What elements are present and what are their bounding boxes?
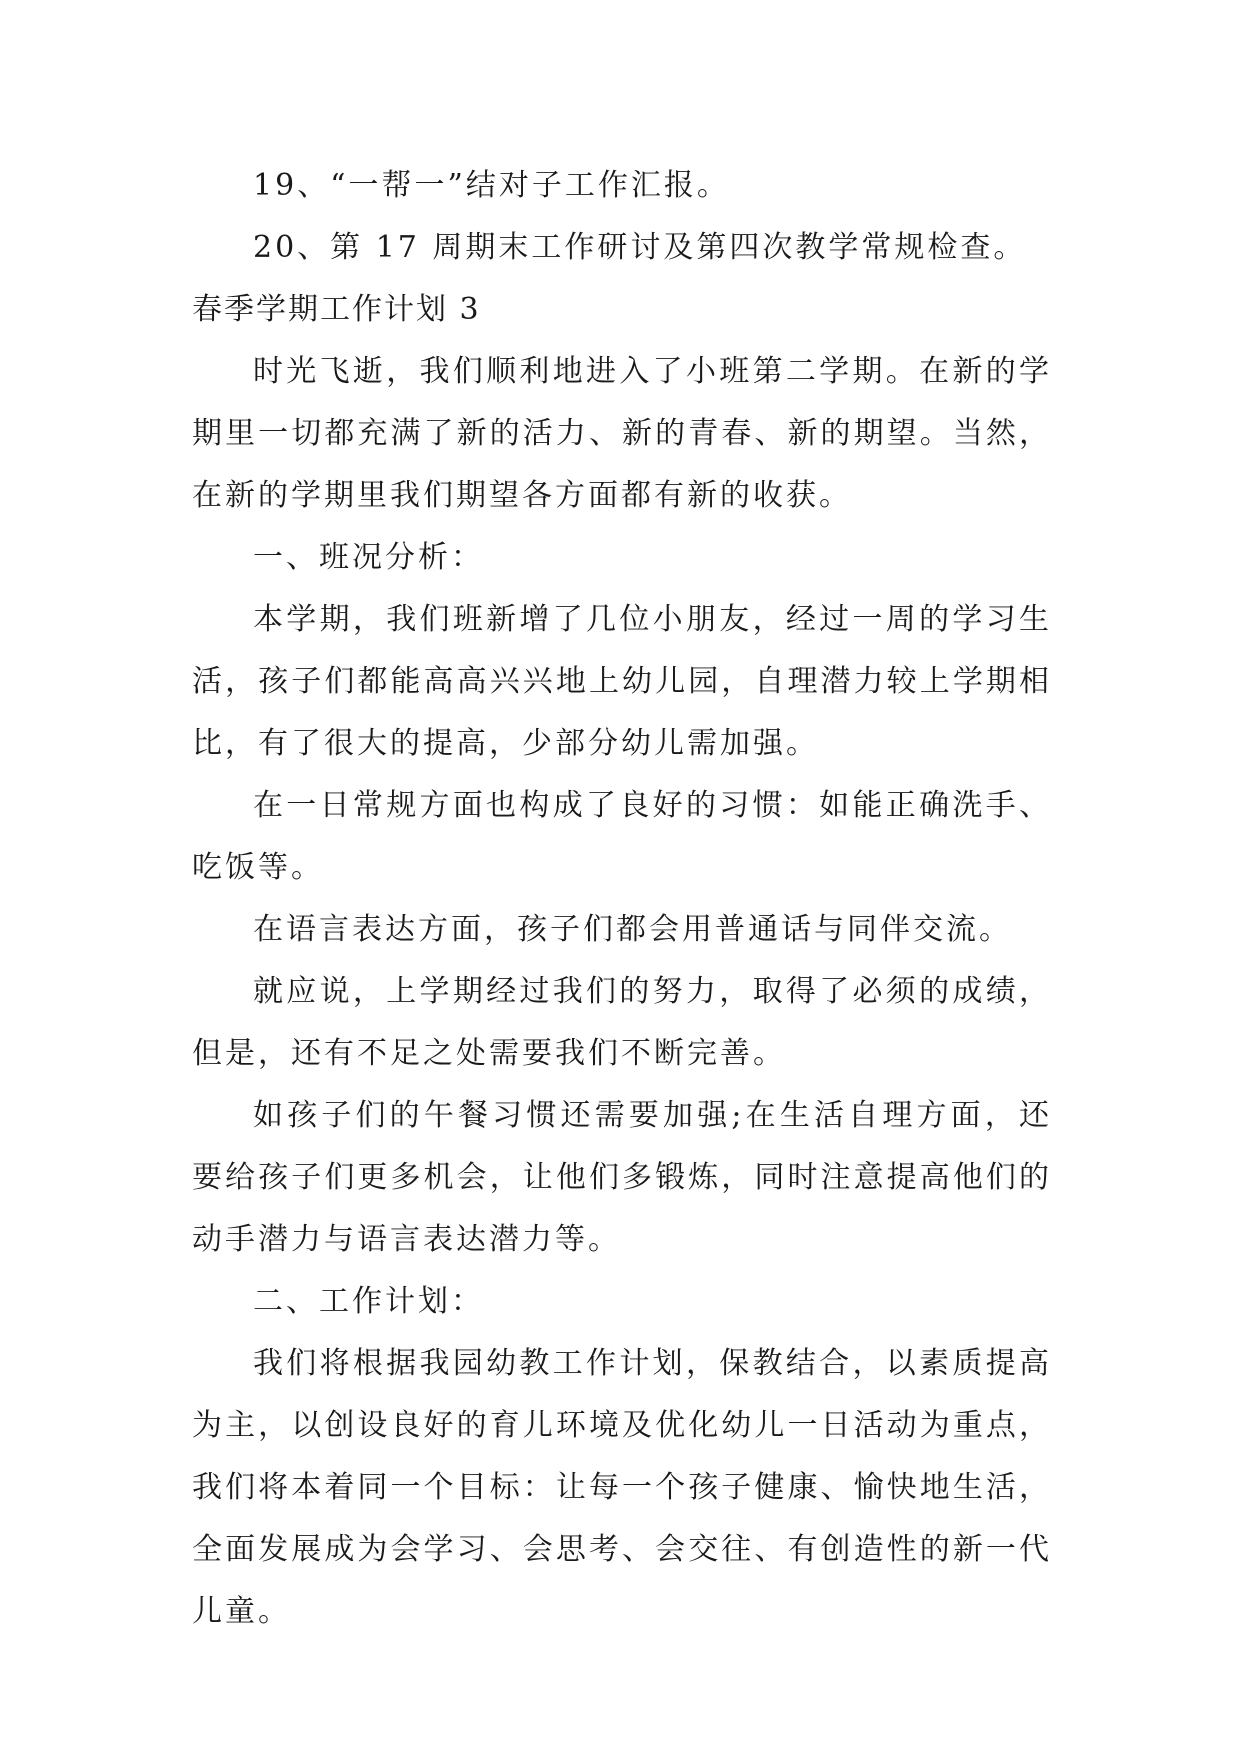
class-analysis-paragraph: 本学期，我们班新增了几位小朋友，经过一周的学习生活，孩子们都能高高兴兴地上幼儿园，自理潜力较上学期相比，有了很大的提高，少部分幼儿需加强。	[192, 602, 1052, 761]
improvement-paragraph: 如孩子们的午餐习惯还需要加强;在生活自理方面，还要给孩子们更多机会，让他们多锻炼，同时注意提高他们的动手潜力与语言表达潜力等。	[192, 1098, 1052, 1257]
list-item-19: 19、“一帮一”结对子工作汇报。	[253, 168, 730, 203]
work-plan-paragraph: 我们将根据我园幼教工作计划，保教结合，以素质提高为主，以创设良好的育儿环境及优化幼儿一日活动为重点，我们将本着同一个目标：让每一个孩子健康、愉快地生活，全面发展成为会学习、会思考、会交往、有创造性的新一代儿童。	[192, 1346, 1052, 1629]
intro-paragraph: 时光飞逝，我们顺利地进入了小班第二学期。在新的学期里一切都充满了新的活力、新的青春、新的期望。当然，在新的学期里我们期望各方面都有新的收获。	[192, 354, 1052, 513]
heading-work-plan: 二、工作计划：	[253, 1284, 484, 1319]
heading-class-analysis: 一、班况分析：	[253, 540, 484, 575]
list-item-20: 20、第 17 周期末工作研讨及第四次教学常规检查。	[253, 230, 1027, 265]
routine-paragraph: 在一日常规方面也构成了良好的习惯：如能正确洗手、吃饭等。	[192, 788, 1052, 885]
document-body	[192, 155, 1052, 1643]
language-paragraph: 在语言表达方面，孩子们都会用普通话与同伴交流。	[253, 912, 1012, 947]
achievement-paragraph: 就应说，上学期经过我们的努力，取得了必须的成绩，但是，还有不足之处需要我们不断完善。	[192, 974, 1052, 1071]
section-title: 春季学期工作计划 3	[192, 292, 481, 327]
